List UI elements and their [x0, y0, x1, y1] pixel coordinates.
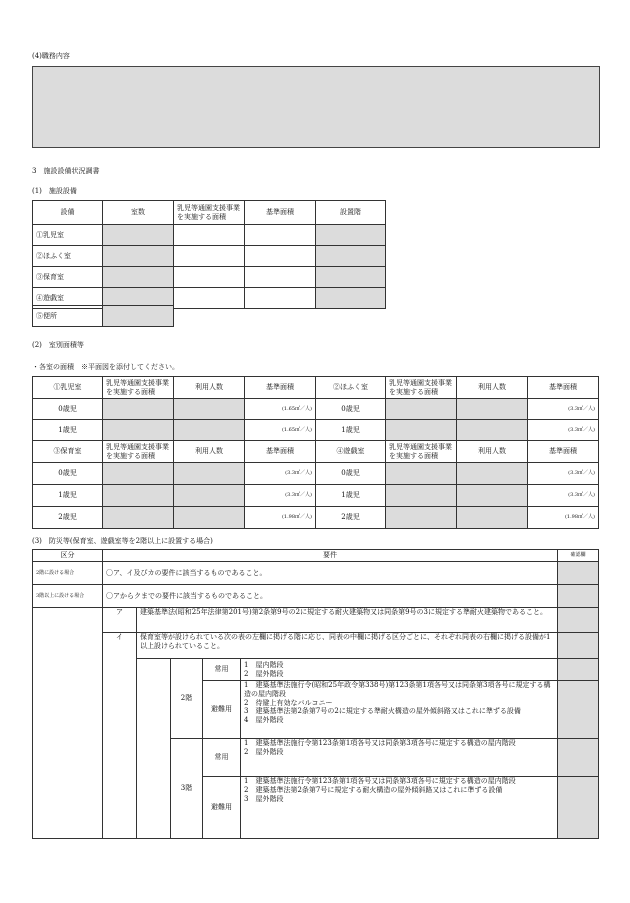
users-input[interactable] [174, 507, 245, 529]
area-input[interactable] [174, 288, 245, 309]
area-input[interactable] [103, 507, 174, 529]
age-label: 1歳児 [33, 485, 103, 507]
users-input[interactable] [457, 420, 528, 441]
users-input[interactable] [174, 420, 245, 441]
area-input[interactable] [386, 463, 457, 485]
floor-2-label: 2階 [171, 659, 203, 739]
age-label: 1歳児 [316, 485, 386, 507]
facility-row-label: ⑤便所 [33, 306, 103, 327]
rooms-col-area: 乳児等通園支援事業を実施する面積 [103, 377, 174, 399]
floor-input[interactable] [316, 246, 386, 267]
users-input[interactable] [174, 399, 245, 420]
area-input[interactable] [174, 246, 245, 267]
rooms-col-area: 乳児等通園支援事業を実施する面積 [103, 441, 174, 463]
rooms-note: ・各室の面積 ※平面図を添付してください。 [32, 363, 179, 371]
check-input[interactable] [558, 562, 599, 585]
floor-3-normal-items [241, 739, 558, 777]
facility-heading: (1) 施設設備 [32, 187, 77, 195]
room-count-input[interactable] [103, 267, 174, 288]
age-label: 0歳児 [316, 399, 386, 420]
category-3f: 3階以上に設ける場合 [33, 585, 103, 608]
check-input[interactable] [558, 585, 599, 608]
requirement-mark-i: イ [103, 633, 137, 839]
age-label: 0歳児 [316, 463, 386, 485]
category-2f: 2階に設ける場合 [33, 562, 103, 585]
requirement-mark-a: ア [103, 608, 137, 633]
rooms-table [32, 376, 599, 529]
standard-area-value[interactable]: (1.98㎡／人) [528, 507, 599, 529]
rooms-heading: (2) 室別面積等 [32, 341, 84, 349]
rooms-col-standard: 基準面積 [245, 377, 316, 399]
room-count-input[interactable] [103, 246, 174, 267]
facility-table [32, 200, 386, 309]
area-input[interactable] [103, 463, 174, 485]
rooms-col-standard: 基準面積 [245, 441, 316, 463]
rooms-col-users: 利用人数 [174, 377, 245, 399]
equipment-item: 3 建築基準法第2条第7号の2に規定する準耐火構造の屋外傾斜路又はこれに準ずる設備 [244, 707, 521, 716]
duties-heading: (4)職務内容 [32, 52, 70, 60]
floor-3-evac-items [241, 777, 558, 839]
age-label: 1歳児 [33, 420, 103, 441]
equipment-item: 3 屋外階段 [244, 794, 284, 803]
equipment-item: 1 建築基準法施行令(昭和25年政令第338号)第123条第1項各号又は同条第3項各号に規定する構造の屋内階段 [244, 681, 551, 698]
duties-input[interactable] [32, 66, 600, 148]
room-count-input[interactable] [103, 306, 174, 327]
check-input[interactable] [558, 659, 599, 681]
standard-area-value[interactable]: (3.3㎡／人) [528, 420, 599, 441]
standard-area-input[interactable] [245, 267, 316, 288]
equipment-item: 1 屋内階段 [244, 660, 284, 669]
standard-area-input[interactable] [245, 225, 316, 246]
floor-2-evac-label: 避難用 [203, 681, 241, 739]
equipment-item: 4 屋外階段 [244, 716, 284, 724]
room-name-nursery: ③保育室 [33, 441, 103, 463]
area-input[interactable] [174, 225, 245, 246]
area-input[interactable] [386, 420, 457, 441]
requirement-i-text: 保育室等が設けられている次の表の左欄に掲げる階に応じ、同表の中欄に掲げる区分ごとに、それぞれ同表の右欄に掲げる設備が1以上設けられていること。 [137, 633, 558, 659]
check-input[interactable] [558, 739, 599, 777]
rooms-col-users: 利用人数 [457, 377, 528, 399]
fire-header-category: 区分 [33, 550, 103, 562]
standard-area-value[interactable]: (3.3㎡／人) [245, 463, 316, 485]
facility-row-label: ②ほふく室 [33, 246, 103, 267]
floor-2-normal-label: 常用 [203, 659, 241, 681]
standard-area-input[interactable] [245, 246, 316, 267]
users-input[interactable] [457, 507, 528, 529]
check-input[interactable] [558, 777, 599, 839]
requirement-a-text: 建築基準法(昭和25年法律第201号)第2条第9号の2に規定する耐火建築物又は同条第9号の3に規定する準耐火建築物であること。 [137, 608, 558, 633]
age-label: 0歳児 [33, 463, 103, 485]
fire-heading: (3) 防災等(保育室、遊戯室等を2階以上に設置する場合) [32, 537, 213, 545]
rooms-col-standard: 基準面積 [528, 441, 599, 463]
fire-table [32, 549, 599, 839]
facility-header: 室数 [103, 201, 174, 225]
equipment-item: 2 待避上有効なバルコニー [244, 698, 333, 707]
room-name-playroom: ④遊戯室 [316, 441, 386, 463]
floor-2-normal-items [241, 659, 558, 681]
users-input[interactable] [457, 463, 528, 485]
standard-area-value[interactable]: (1.65㎡／人) [245, 420, 316, 441]
equipment-item: 1 建築基準法施行令第123条第1項各号又は同条第3項各号に規定する構造の屋内階段 [244, 777, 516, 785]
requirement-3f: 〇アからクまでの要件に該当するものであること。 [103, 585, 558, 608]
room-count-input[interactable] [103, 225, 174, 246]
facility-row-label: ③保育室 [33, 267, 103, 288]
rooms-col-area: 乳児等通園支援事業を実施する面積 [386, 377, 457, 399]
standard-area-input[interactable] [245, 288, 316, 309]
floor-input[interactable] [316, 225, 386, 246]
standard-area-value[interactable]: (1.65㎡／人) [245, 399, 316, 420]
floor-input[interactable] [316, 267, 386, 288]
floor-3-label: 3階 [171, 739, 203, 839]
area-input[interactable] [386, 399, 457, 420]
check-input[interactable] [558, 681, 599, 739]
age-label: 1歳児 [316, 420, 386, 441]
facility-row-label: ①乳児室 [33, 225, 103, 246]
standard-area-value[interactable]: (3.3㎡／人) [528, 463, 599, 485]
room-name-infant: ①乳児室 [33, 377, 103, 399]
standard-area-value[interactable]: (1.98㎡／人) [245, 507, 316, 529]
requirement-2f: 〇ア、イ及びカの要件に該当するものであること。 [103, 562, 558, 585]
floor-3-evac-label: 避難用 [203, 777, 241, 839]
fire-header-requirement: 要件 [103, 550, 558, 562]
indent-cell [137, 659, 171, 839]
standard-area-value[interactable]: (3.3㎡／人) [245, 485, 316, 507]
equipment-item: 2 屋外階段 [244, 669, 284, 678]
age-label: 0歳児 [33, 399, 103, 420]
age-label: 2歳児 [33, 507, 103, 529]
rooms-col-area: 乳児等通園支援事業を実施する面積 [386, 441, 457, 463]
facility-toilet-table [32, 305, 174, 327]
facility-header: 基準面積 [245, 201, 316, 225]
rooms-col-standard: 基準面積 [528, 377, 599, 399]
floor-2-evac-items [241, 681, 558, 739]
fire-header-check: 確認欄 [558, 550, 599, 562]
area-input[interactable] [103, 399, 174, 420]
users-input[interactable] [174, 485, 245, 507]
area-input[interactable] [103, 485, 174, 507]
floor-input[interactable] [316, 288, 386, 309]
equipment-item: 2 建築基準法第2条第7号に規定する耐火構造の屋外傾斜路又はこれに準ずる設備 [244, 785, 503, 794]
rooms-col-users: 利用人数 [457, 441, 528, 463]
users-input[interactable] [174, 463, 245, 485]
area-input[interactable] [386, 507, 457, 529]
age-label: 2歳児 [316, 507, 386, 529]
floor-3-normal-label: 常用 [203, 739, 241, 777]
area-input[interactable] [103, 420, 174, 441]
area-input[interactable] [174, 267, 245, 288]
equipment-item: 2 屋外階段 [244, 747, 284, 756]
check-input[interactable] [558, 633, 599, 659]
users-input[interactable] [457, 485, 528, 507]
room-name-crawling: ②ほふく室 [316, 377, 386, 399]
rooms-col-users: 利用人数 [174, 441, 245, 463]
category-blank [33, 608, 103, 839]
section3-title: 3 施設設備状況調書 [32, 167, 100, 175]
users-input[interactable] [457, 399, 528, 420]
area-input[interactable] [386, 485, 457, 507]
facility-header: 設備 [33, 201, 103, 225]
facility-header: 乳児等通園支援事業を実施する面積 [174, 201, 245, 225]
standard-area-value[interactable]: (3.3㎡／人) [528, 399, 599, 420]
facility-header: 設置階 [316, 201, 386, 225]
facility-row-label: ④遊戯室 [33, 288, 103, 309]
check-input[interactable] [558, 608, 599, 633]
equipment-item: 1 建築基準法施行令第123条第1項各号又は同条第3項各号に規定する構造の屋内階段 [244, 739, 516, 747]
standard-area-value[interactable]: (3.3㎡／人) [528, 485, 599, 507]
